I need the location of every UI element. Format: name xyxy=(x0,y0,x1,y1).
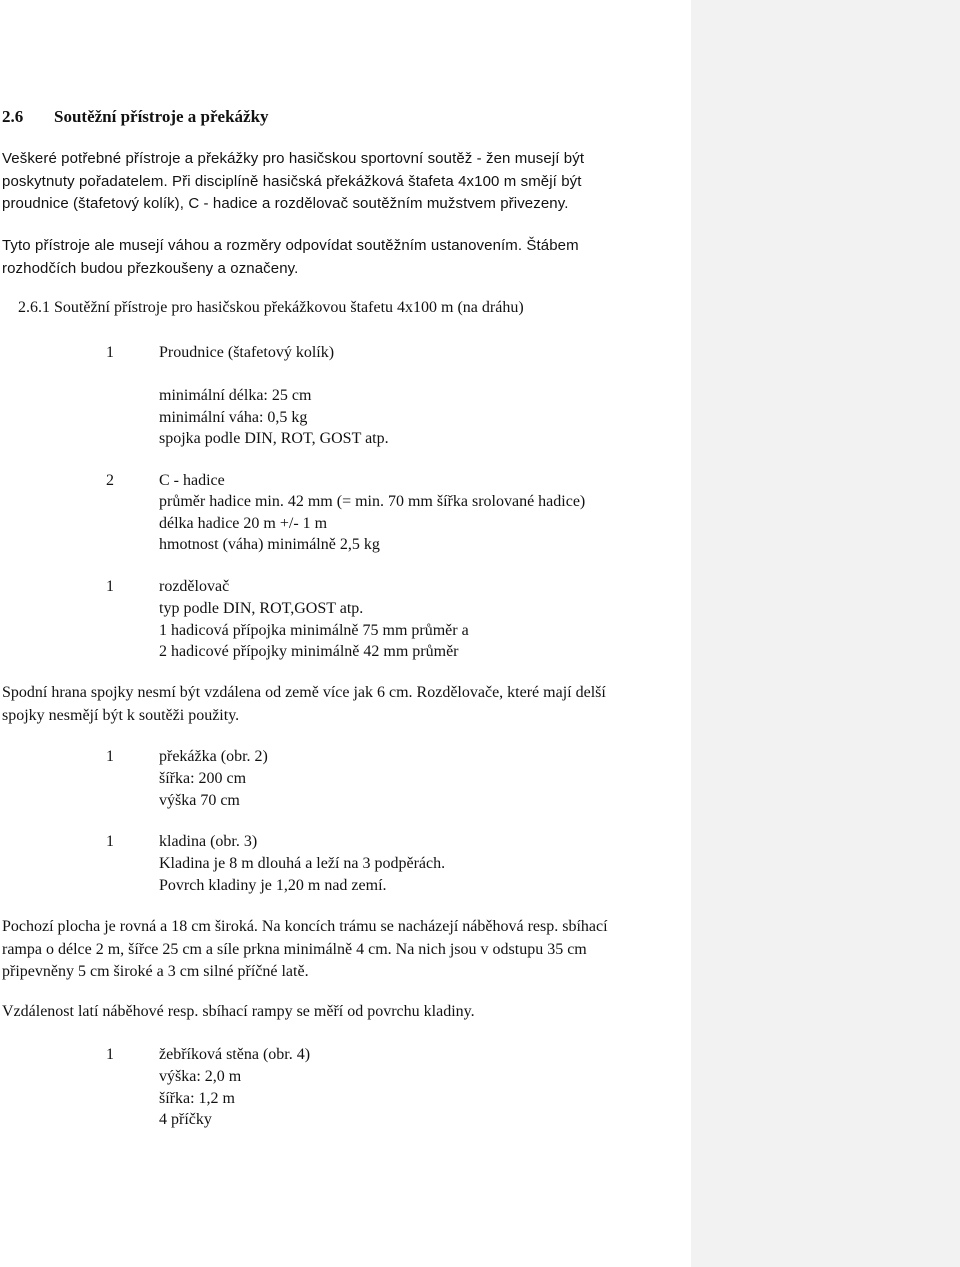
item-detail-line: 2 hadicové přípojky minimálně 42 mm průměr xyxy=(159,643,459,660)
item-details xyxy=(159,1066,241,1131)
paragraph-4 xyxy=(2,916,608,984)
item-detail-line: minimální váha: 0,5 kg xyxy=(159,408,308,426)
comment-margin-pane xyxy=(691,0,960,1267)
item-label: Proudnice (štafetový kolík) xyxy=(159,344,335,361)
list-item xyxy=(106,831,257,853)
paragraph-line: Tyto přístroje ale musejí váhou a rozměry odpovídat soutěžním ustanovením. Štábem xyxy=(2,237,579,254)
item-detail-line: šířka: 1,2 m xyxy=(159,1089,235,1107)
paragraph-line: proudnice (štafetový kolík), C - hadice a rozdělovač soutěžním mužstvem přivezeny. xyxy=(2,195,569,212)
item-quantity: 1 xyxy=(106,1046,114,1063)
list-item xyxy=(106,470,225,492)
item-detail-line: délka hadice 20 m +/- 1 m xyxy=(159,514,328,532)
paragraph-line: rozhodčích budou přezkoušeny a označeny. xyxy=(2,259,299,277)
paragraph-5 xyxy=(2,1001,475,1024)
item-quantity: 1 xyxy=(106,344,114,361)
paragraph-line: připevněny 5 cm široké a 3 cm silné příčné latě. xyxy=(2,963,309,980)
paragraph-line: Spodní hrana spojky nesmí být vzdálena od země více jak 6 cm. Rozdělovače, které mají delší xyxy=(2,684,606,701)
item-quantity: 1 xyxy=(106,833,114,850)
item-detail-line: výška 70 cm xyxy=(159,791,240,809)
section-title: Soutěžní přístroje a překážky xyxy=(54,107,269,126)
paragraph-2 xyxy=(2,235,579,280)
paragraph-line: spojky nesmějí být k soutěži použity. xyxy=(2,706,240,724)
subsection-heading: 2.6.1 Soutěžní přístroje pro hasičskou překážkovou štafetu 4x100 m (na dráhu) xyxy=(18,299,524,316)
item-detail-line: průměr hadice min. 42 mm (= min. 70 mm šířka srolované hadice) xyxy=(159,493,586,510)
section-number: 2.6 xyxy=(2,107,24,126)
item-details xyxy=(159,491,585,556)
paragraph-line: Pochozí plocha je rovná a 18 cm široká. Na koncích trámu se nacházejí náběhová resp. sbíhací xyxy=(2,918,608,935)
item-label: překážka (obr. 2) xyxy=(159,748,268,765)
paragraph-line: rampa o délce 2 m, šířce 25 cm a síle prkna minimálně 4 cm. Na nich jsou v odstupu 35 cm xyxy=(2,940,587,958)
item-detail-line: 1 hadicová přípojka minimálně 75 mm průměr a xyxy=(159,621,469,639)
item-detail-line: Povrch kladiny je 1,20 m nad zemí. xyxy=(159,876,387,894)
item-details xyxy=(159,598,469,663)
item-quantity: 2 xyxy=(106,472,114,489)
list-item xyxy=(106,576,229,598)
item-label: kladina (obr. 3) xyxy=(159,833,258,850)
paragraph-line: poskytnuty pořadatelem. Při disciplíně hasičská překážková štafeta 4x100 m smějí být xyxy=(2,172,582,190)
item-detail-line: minimální délka: 25 cm xyxy=(159,387,312,404)
paragraph-line: Veškeré potřebné přístroje a překážky pro hasičskou sportovní soutěž - žen musejí být xyxy=(2,150,585,167)
item-detail-line: Kladina je 8 m dlouhá a leží na 3 podpěrách. xyxy=(159,855,446,872)
item-details xyxy=(159,768,246,811)
item-label: rozdělovač xyxy=(159,578,230,595)
item-quantity: 1 xyxy=(106,578,114,595)
list-item xyxy=(106,1044,310,1066)
section-heading xyxy=(2,107,269,127)
item-detail-line: šířka: 200 cm xyxy=(159,770,247,787)
item-details xyxy=(159,853,445,896)
paragraph-1 xyxy=(2,148,584,216)
item-detail-line: spojka podle DIN, ROT, GOST atp. xyxy=(159,430,389,447)
paragraph-3 xyxy=(2,682,606,727)
list-item xyxy=(106,746,268,768)
item-label: C - hadice xyxy=(159,472,225,489)
list-item xyxy=(106,342,334,364)
item-detail-line: výška: 2,0 m xyxy=(159,1068,242,1085)
item-quantity: 1 xyxy=(106,748,114,765)
paragraph-line: Vzdálenost latí náběhové resp. sbíhací rampy se měří od povrchu kladiny. xyxy=(2,1003,475,1020)
item-detail-line: hmotnost (váha) minimálně 2,5 kg xyxy=(159,536,380,553)
item-detail-line: 4 příčky xyxy=(159,1111,212,1128)
item-label: žebříková stěna (obr. 4) xyxy=(159,1046,311,1063)
item-detail-line: typ podle DIN, ROT,GOST atp. xyxy=(159,600,364,617)
item-details xyxy=(159,385,389,450)
